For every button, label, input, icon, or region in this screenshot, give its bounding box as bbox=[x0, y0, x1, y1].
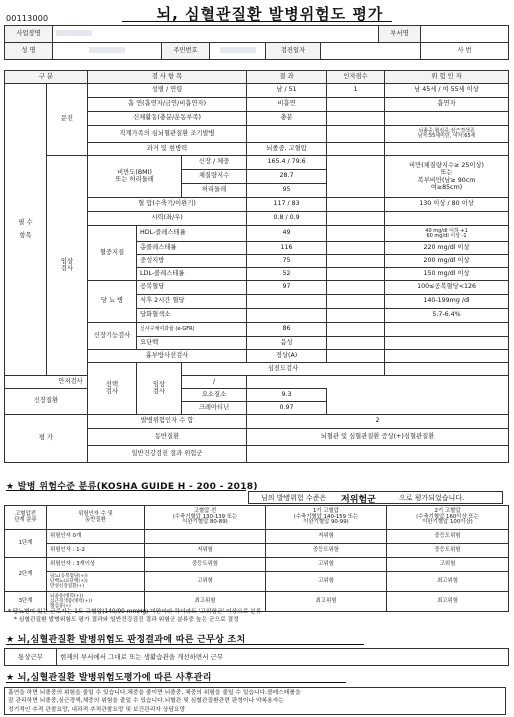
col-category: 구 분 bbox=[5, 71, 88, 84]
risk-r2-pre: 저위험 bbox=[145, 544, 266, 558]
smoking-result: 비흡연 bbox=[247, 98, 327, 112]
fbs-score bbox=[327, 281, 385, 295]
work-action-label: 통상근무 bbox=[5, 649, 57, 666]
height-weight-label: 신장 / 체중 bbox=[182, 156, 247, 170]
risk-conclusion-value: 저위험군 bbox=[341, 495, 376, 505]
tc-factor: 220 mg/dl 이상 bbox=[385, 242, 509, 255]
comorbidity-result: 뇌혈관 및 심혈관질환 증상(+)심혈관질환 bbox=[247, 429, 509, 446]
exam-date-value bbox=[321, 43, 421, 60]
chest-xray-result: 정상(A) bbox=[247, 350, 327, 363]
chest-xray-score bbox=[327, 350, 385, 363]
activity-score bbox=[327, 112, 385, 126]
smoking-factor: 흡연자 bbox=[385, 98, 509, 112]
bp-factor: 130 이상 / 80 이상 bbox=[385, 198, 509, 212]
risk-col-prehypertension: 고혈압 전 (수축기혈압 130-139 또는 이완기혈압 80-89) bbox=[145, 506, 266, 530]
section-elective: 선택 검사 bbox=[88, 363, 137, 415]
risk-r2-factor: 위험인자 : 1-2 bbox=[47, 544, 145, 558]
waist-result: 95 bbox=[247, 184, 327, 198]
comorbidity-label: 동반질환 bbox=[88, 429, 247, 446]
chest-xray-factor bbox=[385, 350, 509, 363]
general-result-value bbox=[247, 446, 509, 463]
risk-conclusion-suffix: 으로 평가되었습니다. bbox=[399, 494, 465, 502]
pp2-factor: 140-199mg /dl bbox=[385, 295, 509, 309]
bmi-result: 28.7 bbox=[247, 170, 327, 184]
risk-stage2-label: 2단계 bbox=[5, 558, 47, 592]
risk-r1-s1: 저위험 bbox=[266, 530, 387, 544]
risk-r1-s2: 중등도위험 bbox=[387, 530, 509, 544]
obesity-score bbox=[327, 156, 385, 198]
hba1c-score bbox=[327, 309, 385, 323]
ecg-label: 심전도검사 bbox=[182, 363, 385, 376]
renal-elective-group-label: 신장질환 bbox=[5, 389, 88, 415]
obesity-factor: 비만(체질량지수≥ 25이상) 또는 복부비만(남≥ 90cm 여≥85cm) bbox=[385, 156, 509, 198]
form-title: 뇌, 심혈관질환 발병위험도 평가 bbox=[156, 5, 384, 23]
smoking-score bbox=[327, 98, 385, 112]
col-item: 검 사 항 목 bbox=[88, 71, 247, 84]
followup-text-box bbox=[4, 687, 506, 715]
medical-history-score bbox=[327, 143, 385, 156]
renal-group-label: 신장기능검사 bbox=[88, 323, 137, 350]
sex-age-score: 1 bbox=[327, 84, 385, 98]
pp2-result bbox=[247, 295, 327, 309]
risk-note-1: * 당뇨병이 있는 근로자는 1도 고혈압(140/90 mmHg) 미만이라 하더라도 '고위험군' 이상으로 분류 bbox=[8, 609, 262, 615]
bp-score bbox=[327, 198, 385, 212]
rrn-value bbox=[210, 43, 266, 60]
risk-r3-pre: 중등도위험 bbox=[145, 558, 266, 572]
bun-result: 9.3 bbox=[247, 389, 327, 402]
tg-label: 중성지방 bbox=[137, 255, 247, 268]
fundus-label: 안저검사 bbox=[5, 376, 137, 389]
risk-r3-s2: 고위험 bbox=[387, 558, 509, 572]
general-result-label: 일반건강검진 결과 위험군 bbox=[88, 446, 247, 463]
fbs-result: 97 bbox=[247, 281, 327, 295]
activity-label: 신체활동(충분/운동부족) bbox=[88, 112, 247, 126]
section-required: 필 수 항목 bbox=[5, 84, 47, 376]
risk-stage1-label: 1단계 bbox=[5, 530, 47, 558]
tg-score bbox=[327, 255, 385, 268]
urine-protein-score bbox=[327, 337, 385, 350]
rrn-label: 주민번호 bbox=[162, 43, 210, 60]
tc-label: 총콜레스테롤 bbox=[137, 242, 247, 255]
egfr-result: 86 bbox=[247, 323, 327, 337]
risk-r3-s1: 고위험 bbox=[266, 558, 387, 572]
risk-note-2: * 심혈관질환 발병위험도 평가 결과와 일반건강검진 결과 위험군 분류중 높은 군으로 결정 bbox=[14, 617, 239, 623]
redacted-mark bbox=[220, 47, 256, 53]
risk-r3-factor: 위험인자 : 3개이상 bbox=[47, 558, 145, 572]
risk-section-title: ★ 발병 위험수준 분류(KOSHA GUIDE H - 200 - 2018) bbox=[6, 482, 258, 492]
bp-label: 혈 압(수축기/이완기) bbox=[88, 198, 247, 212]
bp-result: 117 / 83 bbox=[247, 198, 327, 212]
waist-label: 허리둘레 bbox=[182, 184, 247, 198]
risk-conclusion-box bbox=[248, 491, 503, 504]
tg-result: 75 bbox=[247, 255, 327, 268]
action-section-underline bbox=[6, 644, 364, 645]
creatinine-result: 0.97 bbox=[247, 402, 327, 415]
risk-stage3-label: 3단계 bbox=[5, 592, 47, 612]
height-weight-result: 165.4 / 79.6 bbox=[247, 156, 327, 170]
work-action-table bbox=[4, 648, 509, 666]
name-label: 성 명 bbox=[5, 43, 53, 60]
bmi-label: 체질량지수 bbox=[182, 170, 247, 184]
sex-age-result: 남 / 51 bbox=[247, 84, 327, 98]
risk-r4-factor: 당뇨(공복혈당(+)) 단백뇨(요단백(+)) 만성신장질환(+) bbox=[47, 572, 145, 592]
sex-age-factor: 남 45세 / 여 55세 이상 bbox=[385, 84, 509, 98]
factor-total-result: 2 bbox=[247, 415, 509, 429]
risk-col-stage1-hypertension: 1기 고혈압 (수축기혈압 140-159 또는 이완기혈압 90-99) bbox=[266, 506, 387, 530]
ldl-factor: 150 mg/dl 이상 bbox=[385, 268, 509, 281]
risk-r2-s1: 중등도위험 bbox=[266, 544, 387, 558]
tg-factor: 200 mg/dl 이상 bbox=[385, 255, 509, 268]
employee-no-label: 사 번 bbox=[421, 43, 509, 60]
tc-score bbox=[327, 242, 385, 255]
vision-score bbox=[327, 212, 385, 226]
risk-r4-s1: 고위험 bbox=[266, 572, 387, 592]
ldl-score bbox=[327, 268, 385, 281]
fbs-label: 공복혈당 bbox=[137, 281, 247, 295]
egfr-factor bbox=[385, 323, 509, 337]
work-action-text: 현재의 부서에서 그대로 또는 생활습관을 개선하면서 근무 bbox=[57, 649, 509, 666]
tc-result: 116 bbox=[247, 242, 327, 255]
followup-line-2: 잘 관리하면 뇌졸중,심근경색,체중의 위험을 줄일 수 있습니다.뇌혈관 및 심혈관질환관련 판정이나 약복용자는 bbox=[8, 698, 284, 705]
section-inquiry: 문진 bbox=[47, 84, 88, 156]
followup-line-3: 정기적인 추적 관찰요망, 내과적 추적관찰요망 및 보건관리자 상담요망 bbox=[8, 706, 186, 713]
glucose-group-label: 당 뇨 병 bbox=[88, 281, 137, 323]
risk-section-underline bbox=[6, 490, 246, 491]
risk-r4-s2: 최고위험 bbox=[387, 572, 509, 592]
risk-r2-s2: 중등도위험 bbox=[387, 544, 509, 558]
creatinine-label: 크레아티닌 bbox=[182, 402, 247, 415]
hba1c-factor: 5.7-6.4% bbox=[385, 309, 509, 323]
title-underline bbox=[122, 21, 392, 22]
workplace-label: 사업장명 bbox=[5, 26, 53, 43]
col-factor-score: 인자점수 bbox=[327, 71, 385, 84]
section-evaluation: 평 가 bbox=[5, 415, 88, 463]
risk-r4-pre: 고위험 bbox=[145, 572, 266, 592]
document-number: 00113000 bbox=[6, 14, 49, 23]
urine-protein-result: 음성 bbox=[247, 337, 327, 350]
factor-total-label: 발병위험인자 수 합 bbox=[88, 415, 247, 429]
lipid-group-label: 혈중지질 bbox=[88, 226, 137, 281]
assessment-table bbox=[4, 70, 509, 463]
chest-xray-label: 흉부방사선검사 bbox=[88, 350, 247, 363]
hba1c-result bbox=[247, 309, 327, 323]
pp2-label: 식후 2시간 혈당 bbox=[137, 295, 247, 309]
name-value bbox=[53, 43, 162, 60]
followup-section-underline bbox=[6, 682, 346, 683]
medical-history-factor bbox=[385, 143, 509, 156]
bmi-group-label: 비만도(BMI) 또는 허리둘레 bbox=[88, 156, 182, 198]
col-result: 결 과 bbox=[247, 71, 327, 84]
section-clinical: 임상 검사 bbox=[47, 156, 88, 376]
hdl-score bbox=[327, 226, 385, 242]
workplace-value bbox=[53, 26, 379, 43]
fbs-factor: 100≤공복혈당<126 bbox=[385, 281, 509, 295]
header-info-table bbox=[4, 25, 509, 60]
medical-history-result: 뇌졸중, 고혈압 bbox=[247, 143, 327, 156]
pp2-score bbox=[327, 295, 385, 309]
sex-age-label: 성별 / 연령 bbox=[88, 84, 247, 98]
ecg-result bbox=[385, 363, 509, 376]
followup-line-1: 흡연을 하면 뇌졸중의 위험을 줄일 수 있습니다.체중을 줄이면 뇌졸중, 체중의 위험을 줄일 수 있습니다.콜레스테롤을 bbox=[8, 690, 301, 696]
ldl-result: 52 bbox=[247, 268, 327, 281]
vision-factor bbox=[385, 212, 509, 226]
department-label: 부서명 bbox=[379, 26, 421, 43]
risk-r5-pre: 최고위험 bbox=[145, 592, 266, 612]
vision-result: 0.8 / 0.9 bbox=[247, 212, 327, 226]
family-history-score bbox=[327, 126, 385, 143]
risk-conclusion-prefix: 님의 발병위험 수준은 bbox=[261, 494, 327, 502]
urine-protein-label: 요단백 bbox=[137, 337, 247, 350]
egfr-label: 신사구체여과율 (e-GFR) bbox=[137, 323, 247, 337]
followup-section-title: ★ 뇌,심혈관질환 발병위험도평가에 따른 사후관리 bbox=[6, 673, 212, 683]
section-elective-clinical: 임상 검사 bbox=[137, 363, 182, 415]
smoking-label: 흡 연(흡연자/금연/비흡연자) bbox=[88, 98, 247, 112]
exam-date-label: 검진일자 bbox=[266, 43, 321, 60]
action-section-title: ★ 뇌,심혈관질환 발병위험도 판정결과에 따른 근무상 조치 bbox=[6, 635, 246, 645]
family-history-factor: 뇌졸중,협심증,심근경색증 남자:55세미만, 여자:65세 bbox=[385, 126, 509, 143]
vision-label: 시력(좌/우) bbox=[88, 212, 247, 226]
hba1c-label: 당화혈색소 bbox=[137, 309, 247, 323]
family-history-result bbox=[247, 126, 327, 143]
redacted-mark bbox=[89, 47, 125, 53]
hdl-result: 49 bbox=[247, 226, 327, 242]
activity-factor bbox=[385, 112, 509, 126]
risk-classification-table bbox=[4, 505, 509, 612]
urine-protein-factor bbox=[385, 337, 509, 350]
risk-r1-pre bbox=[145, 530, 266, 544]
hdl-factor: 40 mg/dl 이하 +1 60 mg/dl 이상 -1 bbox=[385, 226, 509, 242]
redacted-mark bbox=[56, 30, 92, 36]
risk-col-stage2-hypertension: 2기 고혈압 (수축기혈압 160이상 또는 이완기혈압 100이상) bbox=[387, 506, 509, 530]
risk-r5-s1: 최고위험 bbox=[266, 592, 387, 612]
egfr-score bbox=[327, 323, 385, 337]
family-history-label: 직계가족의 심뇌혈관질환 조기발병 bbox=[88, 126, 247, 143]
activity-result: 충분 bbox=[247, 112, 327, 126]
col-risk-factor: 위 험 인 자 bbox=[385, 71, 509, 84]
bun-label: 요소질소 bbox=[182, 389, 247, 402]
fundus-result: / bbox=[182, 376, 247, 389]
department-value bbox=[421, 26, 509, 43]
risk-r1-factor: 위험인자 0개 bbox=[47, 530, 145, 544]
risk-r5-s2: 최고위험 bbox=[387, 592, 509, 612]
hdl-label: HDL-콜레스테롤 bbox=[137, 226, 247, 242]
ldl-label: LDL-콜레스테롤 bbox=[137, 268, 247, 281]
risk-col-factor: 위험인자 수 및 동반질환 bbox=[47, 506, 145, 530]
risk-col-stage: 고혈압전 단계 분류 bbox=[5, 506, 47, 530]
risk-r5-factor: 뇌졸중(병력(+)) 심근경색증(병력(+)) 협심증(+) bbox=[47, 592, 145, 612]
medical-history-label: 과거 및 현병력 bbox=[88, 143, 247, 156]
